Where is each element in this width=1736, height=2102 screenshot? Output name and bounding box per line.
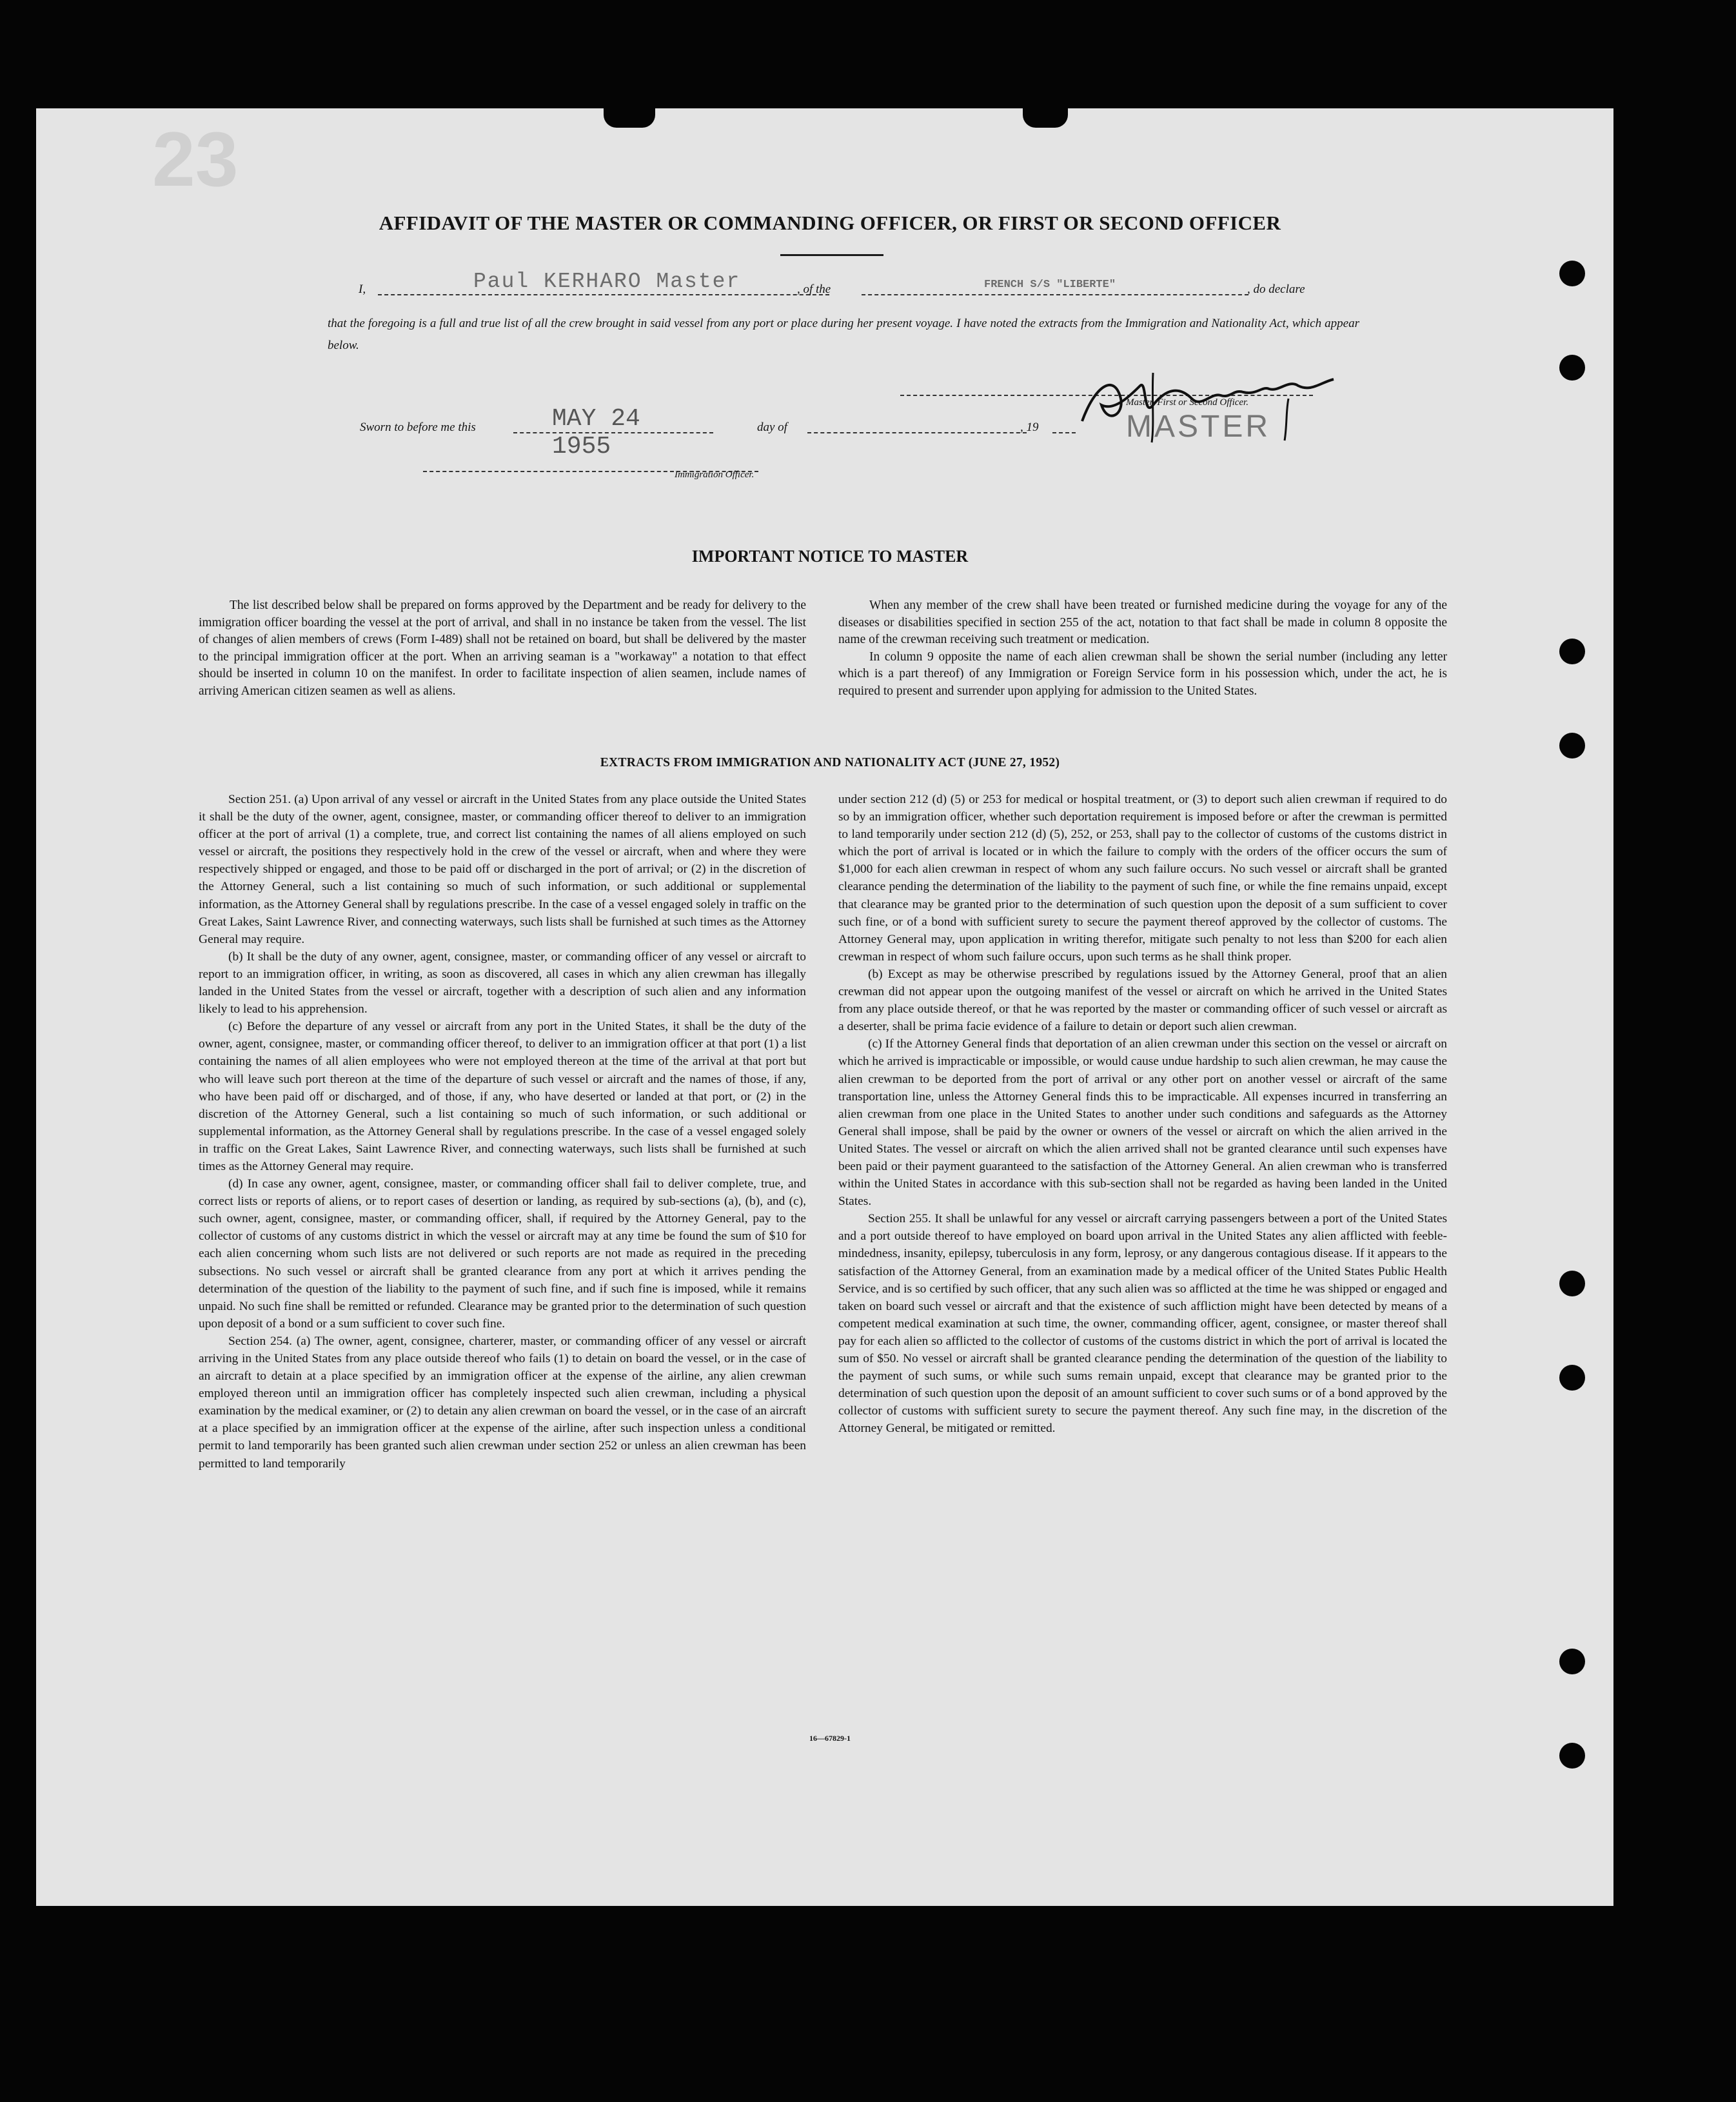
- year-label: , 19: [1020, 421, 1039, 434]
- sworn-date-value: MAY 24 1955: [552, 405, 640, 461]
- declaration-text: that the foregoing is a full and true list of all the crew brought in said vessel from any port or place during her present voyage. I have noted the extracts from the Immigration and Nationality Act, which appear below.: [328, 317, 1359, 352]
- punch-hole: [1559, 261, 1585, 286]
- notice-left-column: [199, 597, 806, 700]
- extracts-right-column: [838, 791, 1447, 1437]
- immigration-officer-label: Immigration Officer.: [675, 470, 755, 480]
- page-notch: [604, 102, 655, 128]
- year-field: [1052, 417, 1076, 433]
- section-paragraph: Section 255. It shall be unlawful for any vessel or aircraft carrying passengers between a port of the United States and a port outside thereof to have employed on board upon arrival in the United States any alien afflicted with feeble-mindedness, insanity, epilepsy, tuberculosis in any form, leprosy, or any dangerous contagious disease. If it appears to the satisfaction of the Attorney General, from an examination made by a medical officer of the United States Public Health Service, and is so certified by such officer, that any such alien was so afflicted at the time he was shipped or engaged and taken on board such vessel or aircraft and that the existence of such affliction might have been detected by means of a competent medical examination at such time, the owner, commanding officer, agent, consignee, or master thereof shall pay for each alien so afflicted to the collector of customs of the customs district in which the port of arrival is located the sum of $50. No vessel or aircraft shall be granted clearance pending the determination of the question of the liability to the payment of such sums, or while such sums remain unpaid, except that clearance may be granted prior to the determination of such question upon the deposit of an amount sufficient to cover such sums or of a bond approved by the collector of customs with sufficient surety to secure the payment thereof. Any such fine may, in the discretion of the Attorney General, be mitigated or remitted.: [838, 1212, 1447, 1436]
- punch-hole: [1559, 639, 1585, 664]
- faded-stamp-number: 23: [152, 116, 239, 203]
- document-page: [36, 108, 1613, 1906]
- notice-paragraph: When any member of the crew shall have been treated or furnished medicine during the voyage for any of the diseases or disabilities specified in section 255 of the act, notation to that fact shall be made in column 8 opposite the name of the crewman receiving such treatment or medication.: [838, 599, 1447, 647]
- extracts-title: EXTRACTS FROM IMMIGRATION AND NATIONALITY ACT (JUNE 27, 1952): [600, 756, 1060, 769]
- notice-title: IMPORTANT NOTICE TO MASTER: [691, 547, 969, 566]
- notice-right-column: [838, 597, 1447, 700]
- i-label: I,: [359, 283, 366, 296]
- affidavit-title: AFFIDAVIT OF THE MASTER OR COMMANDING OFFICER, OR FIRST OR SECOND OFFICER: [379, 212, 1281, 234]
- punch-hole: [1559, 1365, 1585, 1391]
- punch-hole: [1559, 1743, 1585, 1769]
- extracts-left-column: [199, 791, 806, 1472]
- section-paragraph: (b) Except as may be otherwise prescribed by regulations issued by the Attorney General, proof that an alien crewman did not appear upon the outgoing manifest of the vessel or aircraft on which he arrived in the United States from any place outside thereof, or that he was reported by the master or commanding officer of such vessel or aircraft as a deserter, shall be prima facie evidence of a failure to detain or deport such alien crewman.: [838, 967, 1447, 1034]
- section-paragraph: (c) Before the departure of any vessel or aircraft from any port in the United States, it shall be the duty of the owner, agent, consignee, master, or commanding officer thereof, to deliver to an immigration officer at that port (1) a list containing the names of all alien employees who were not employed thereon at the time of the arrival at that port but who will leave such port thereon at the time of the departure of such vessel or aircraft and the names of those, if any, who have been paid off or discharged, and of those, if any, who have deserted or landed at that port, or (2) in the discretion of the Attorney General, such a list containing so much of such information, or such additional or supplemental information, as the Attorney General shall by regulations prescribe. In the case of a vessel engaged solely in traffic on the Great Lakes, Saint Lawrence River, and connecting waterways, such lists shall be furnished at such times as the Attorney General may require.: [199, 1020, 806, 1173]
- section-paragraph: under section 212 (d) (5) or 253 for medical or hospital treatment, or (3) to deport such alien crewman if required to do so by an immigration officer, whether such deportation requirement is imposed before or after the crewman is permitted to land temporarily under section 212 (d) (5), 252, or 253, shall pay to the collector of customs of the customs district in which the port of arrival is located or in which the failure to comply with the orders of the officer occurs the sum of $1,000 for each alien crewman in respect of whom any such failure occurs. No such vessel or aircraft shall be granted clearance pending the determination of the liability to the payment of such fine, or while the fine remains unpaid, except that clearance may be granted prior to the determination of such question upon the deposit of a sum sufficient to cover such fine, or of a bond with sufficient surety to secure the payment thereof approved by the collector of customs. The Attorney General may, upon application in writing therefor, mitigate such penalty to not less than $200 for each alien crewman in respect of whom such failure occurs, upon such terms as he shall think proper.: [838, 793, 1447, 964]
- punch-hole: [1559, 355, 1585, 381]
- section-paragraph: (b) It shall be the duty of any owner, agent, consignee, master, or commanding officer of any vessel or aircraft to report to an immigration officer, in writing, as soon as discovered, all cases in which any alien crewman has illegally landed in the United States from the vessel or aircraft, together with a description of such alien and any information likely to lead to his apprehension.: [199, 949, 806, 1016]
- punch-hole: [1559, 1271, 1585, 1296]
- sworn-label: Sworn to before me this: [360, 421, 476, 434]
- section-paragraph: (d) In case any owner, agent, consignee, master, or commanding officer shall fail to deliver complete, true, and correct lists or reports of aliens, or to report cases of desertion or landing, as required by sub-sections (a), (b), and (c), such owner, agent, consignee, master, or commanding officer, shall, if required by the Attorney General, pay to the collector of customs of any customs district in which the vessel or aircraft may at any time be found the sum of $10 for each alien concerning whom such lists are not delivered or such reports are not made as required in the preceding subsections. No such vessel or aircraft shall be granted clearance from any port at which it arrives pending the determination of the question of the liability to the payment of such fine, and if such fine is imposed, while it remains unpaid. No such fine shall be remitted or refunded. Clearance may be granted prior to the determination of such question upon deposit of a bond or a sum sufficient to cover such fine.: [199, 1177, 806, 1331]
- name-field: [378, 270, 829, 295]
- do-declare-label: , do declare: [1247, 283, 1305, 296]
- page-notch: [1023, 102, 1068, 128]
- punch-hole: [1559, 733, 1585, 759]
- section-paragraph: Section 254. (a) The owner, agent, consignee, charterer, master, or commanding officer of any vessel or aircraft arriving in the United States from any place outside thereof who fails (1) to detain on board the vessel, or in the case of an aircraft to detain at a place specified by an immigration officer at the expense of the airline, any alien crewman employed thereon until an immigration officer has completely inspected such alien crewman, including a physical examination by the medical examiner, or (2) to detain any alien crewman on board the vessel, or in the case of an aircraft at a place specified by an immigration officer at the expense of the airline, after such inspection unless a conditional permit to land temporarily has been granted such alien crewman under section 252 or unless an alien crewman has been permitted to land temporarily: [199, 1334, 806, 1471]
- day-of-label: day of: [757, 421, 787, 434]
- form-number: 16—67829-1: [809, 1734, 851, 1743]
- sworn-date-field: [513, 405, 713, 461]
- master-stamp: MASTER: [1126, 410, 1271, 444]
- master-caption: Master, First or Second Officer.: [1126, 397, 1248, 408]
- of-the-label: , of the: [797, 283, 831, 296]
- punch-hole: [1559, 1649, 1585, 1674]
- master-name-value: Paul KERHARO Master: [473, 270, 741, 293]
- vessel-field: [862, 277, 1248, 295]
- section-paragraph: (c) If the Attorney General finds that deportation of an alien crewman under this section on the vessel or aircraft on which he arrived is impracticable or impossible, or would cause undue hardship to such alien crewman, he may cause the alien crewman to be deported from the port of arrival or any other port on another vessel or aircraft of the same transportation line, unless the Attorney General finds this to be impracticable. All expenses incurred in transferring an alien crewman from one place in the United States to another under such conditions and safeguards as the Attorney General shall impose, shall be paid by the owner or owners of the vessel or aircraft on which the alien arrived in the United States. The vessel or aircraft on which the alien arrived shall not be granted clearance until such expenses have been paid or their payment guaranteed to the satisfaction of the Attorney General. An alien crewman who is transferred within the United States in accordance with this sub-section shall not be regarded as having been landed in the United States.: [838, 1037, 1447, 1209]
- notice-paragraph: The list described below shall be prepared on forms approved by the Department and be ready for delivery to the immigration officer boarding the vessel at the port of arrival, and shall in no instance be taken from the vessel. The list of changes of alien members of crews (Form I-489) shall not be retained on board, but shall be delivered by the master to the principal immigration officer at the port. When an arriving seaman is a "workaway" a notation to that effect should be inserted in column 10 on the manifest. In order to facilitate inspection of alien seamen, include names of arriving American citizen seamen as well as aliens.: [199, 599, 806, 698]
- vessel-value: FRENCH S/S "LIBERTE": [984, 279, 1116, 291]
- notice-paragraph: In column 9 opposite the name of each alien crewman shall be shown the serial number (including any letter which is a part thereof) of any Immigration or Foreign Service form in his possession which, under the act, he is required to present and surrender upon applying for admission to the United States.: [838, 649, 1447, 698]
- month-field: [807, 417, 1027, 433]
- title-rule: [780, 254, 883, 256]
- section-paragraph: Section 251. (a) Upon arrival of any vessel or aircraft in the United States from any place outside the United States it shall be the duty of the owner, agent, consignee, master, or commanding officer thereof to deliver to an immigration officer at the port of arrival (1) a complete, true, and correct list containing the names of all aliens employed on such vessel or aircraft, the positions they respectively hold in the crew of the vessel or aircraft, when and where they were respectively shipped or engaged, and those to be paid off or discharged in the port of arrival; or (2) in the discretion of the Attorney General, such a list containing so much of such information, or such additional or supplemental information, as the Attorney General shall by regulations prescribe. In the case of a vessel engaged solely in traffic on the Great Lakes, Saint Lawrence River, and connecting waterways, such lists shall be furnished at such times as the Attorney General may require.: [199, 793, 806, 946]
